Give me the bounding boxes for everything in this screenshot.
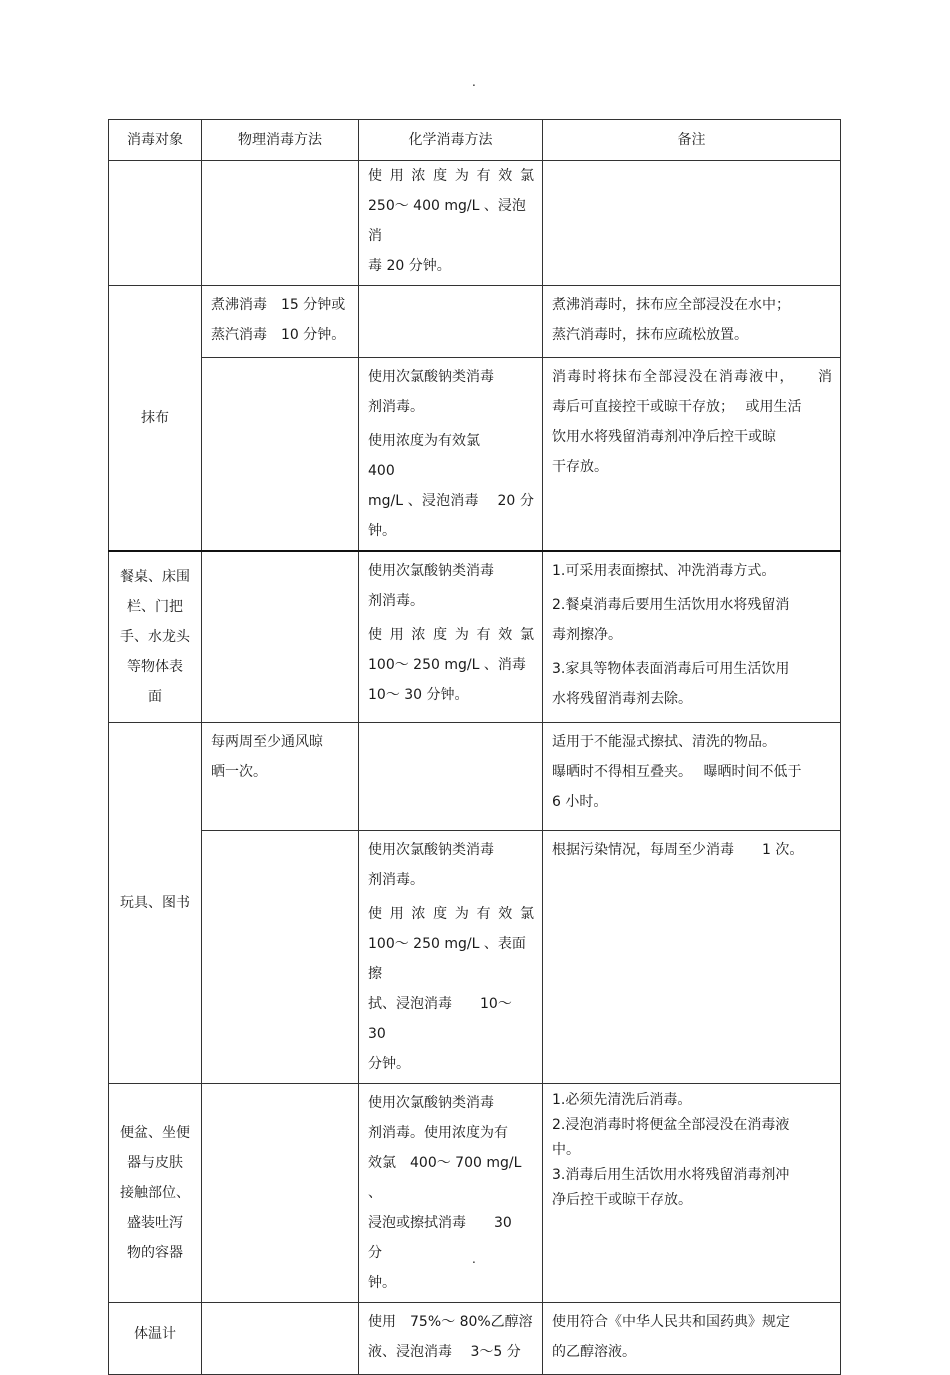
physical-cell: 煮沸消毒 15 分钟或 蒸汽消毒 10 分钟。 — [202, 286, 359, 358]
table-row — [109, 358, 841, 552]
table-row — [109, 1302, 841, 1374]
object-cell: 抹布 — [109, 286, 202, 552]
note-cell: 消毒时将抹布全部浸没在消毒液中， 消 毒后可直接控干或晾干存放； 或用生活 饮用水将残留消毒剂冲净后控干或晾 干存放。 — [543, 358, 841, 552]
object-cell: 便盆、坐便 器与皮肤 接触部位、 盛装吐泻 物的容器 — [109, 1083, 202, 1302]
note-cell: 1.可采用表面擦拭、冲洗消毒方式。 2.餐桌消毒后要用生活饮用水将残留消 毒剂擦净。 3.家具等物体表面消毒后可用生活饮用 水将残留消毒剂去除。 — [543, 551, 841, 722]
header-chemical: 化学消毒方法 — [359, 120, 543, 161]
chemical-cell: 使用次氯酸钠类消毒 剂消毒。 使用浓度为有效氯 400 mg/L 、浸泡消毒 20 分 钟。 — [359, 358, 543, 552]
note-cell: 1.必须先清洗后消毒。 2.浸泡消毒时将便盆全部浸没在消毒液 中。 3.消毒后用生活饮用水将残留消毒剂冲 净后控干或晾干存放。 — [543, 1083, 841, 1302]
note-cell: 根据污染情况，每周至少消毒 1 次。 — [543, 830, 841, 1083]
top-page-dot: . — [472, 75, 476, 89]
chemical-cell: 使用次氯酸钠类消毒 剂消毒。 使 用 浓 度 为 有 效 氯 100～ 250 mg/L 、表面擦 拭、浸泡消毒 10～ 30 分钟。 — [359, 830, 543, 1083]
note-cell: 使用符合《中华人民共和国药典》规定 的乙醇溶液。 — [543, 1302, 841, 1374]
chemical-cell: 使用次氯酸钠类消毒 剂消毒。 使 用 浓 度 为 有 效 氯 100～ 250 mg/L 、消毒 10～ 30 分钟。 — [359, 551, 543, 722]
header-physical: 物理消毒方法 — [202, 120, 359, 161]
table-row — [109, 551, 841, 722]
note-cell: 适用于不能湿式擦拭、清洗的物品。 曝晒时不得相互叠夹。 曝晒时间不低于 6 小时。 — [543, 722, 841, 830]
table-row — [109, 161, 841, 286]
chemical-cell: 使 用 浓 度 为 有 效 氯 250～ 400 mg/L 、浸泡消 毒 20 分钟。 — [359, 161, 543, 286]
disinfection-table — [108, 119, 841, 1375]
header-object: 消毒对象 — [109, 120, 202, 161]
chemical-cell: 使用次氯酸钠类消毒 剂消毒。使用浓度为有 效氯 400～ 700 mg/L 、 浸泡或擦拭消毒 30 分 钟。 — [359, 1083, 543, 1302]
object-cell: 餐桌、床围 栏、门把 手、水龙头 等物体表 面 — [109, 551, 202, 722]
chemical-cell: 使用 75%～ 80%乙醇溶 液、浸泡消毒 3～5 分 — [359, 1302, 543, 1374]
table-row — [109, 830, 841, 1083]
bottom-page-dot: . — [472, 1252, 476, 1266]
table-row — [109, 286, 841, 358]
note-cell: 煮沸消毒时，抹布应全部浸没在水中； 蒸汽消毒时，抹布应疏松放置。 — [543, 286, 841, 358]
header-notes: 备注 — [543, 120, 841, 161]
physical-cell: 每两周至少通风晾 晒一次。 — [202, 722, 359, 830]
table-row — [109, 1083, 841, 1302]
object-cell: 体温计 — [109, 1302, 202, 1374]
table-row — [109, 722, 841, 830]
object-cell: 玩具、图书 — [109, 722, 202, 1083]
header-row — [109, 120, 841, 161]
